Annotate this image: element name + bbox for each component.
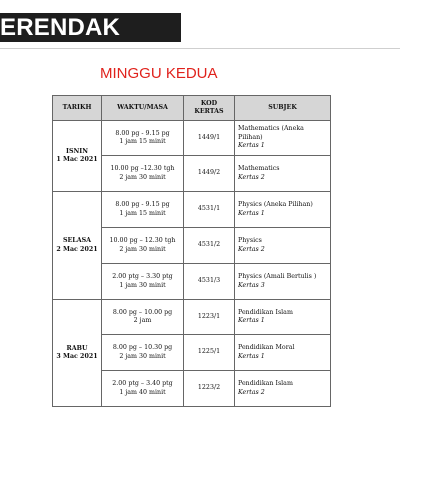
code-cell: 1223/2 [184, 371, 235, 407]
code-cell: 4531/1 [184, 192, 235, 228]
subject-name: Pendidikan Islam [238, 380, 293, 387]
duration: 2 jam [133, 317, 152, 324]
section-heading: MINGGU KEDUA [100, 65, 218, 82]
code-cell: 1225/1 [184, 335, 235, 371]
subject-name: Physics (Amali Bertulis ) [238, 273, 317, 280]
paper-name: Kertas 1 [238, 317, 265, 324]
title-banner [0, 13, 181, 42]
time-range: 8.00 pg - 9.15 pg [115, 129, 170, 137]
subject-cell [235, 371, 331, 407]
time-cell [102, 228, 184, 264]
banner-title: ERENDAK [0, 14, 121, 41]
subject-name: Mathematics [238, 165, 280, 172]
duration: 1 jam 15 minit [119, 138, 166, 145]
subject-name: Pendidikan Islam [238, 308, 293, 316]
day-date: 1 Mac 2021 [56, 156, 98, 163]
subject-cell [235, 228, 331, 264]
duration: 2 jam 30 minit [119, 173, 166, 181]
paper-name: Kertas 2 [238, 245, 265, 253]
time-range: 8.00 pg – 10.30 pg [112, 344, 173, 351]
code-cell: 1449/1 [184, 121, 235, 156]
day-name: RABU [66, 344, 88, 352]
day-name: SELASA [62, 237, 92, 244]
time-range: 10.00 pg – 12.30 tgh [109, 237, 176, 244]
time-cell [102, 371, 184, 407]
header-tarikh: TARIKH [53, 96, 102, 121]
time-range: 10.00 pg –12.30 tgh [110, 165, 175, 172]
paper-name: Kertas 2 [238, 173, 265, 181]
subject-name: Mathematics (Aneka Pilihan) [238, 125, 304, 141]
subject-cell [235, 335, 331, 371]
duration: 1 jam 15 minit [119, 209, 166, 217]
paper-name: Kertas 2 [238, 388, 265, 396]
header-kod: KOD KERTAS [184, 96, 235, 121]
paper-name: Kertas 1 [238, 352, 265, 360]
subject-cell [235, 300, 331, 335]
paper-name: Kertas 3 [238, 281, 265, 289]
duration: 2 jam 30 minit [119, 245, 166, 253]
paper-name: Kertas 1 [238, 209, 265, 217]
code-cell: 1449/2 [184, 156, 235, 192]
paper-name: Kertas 1 [238, 142, 265, 150]
day-name: ISNIN [66, 147, 88, 155]
code-cell: 4531/2 [184, 228, 235, 264]
table-row [53, 192, 331, 228]
time-range: 2.00 ptg – 3.40 ptg [112, 380, 173, 387]
table-row [53, 300, 331, 335]
exam-schedule-table [52, 95, 331, 407]
subject-name: Physics [238, 237, 262, 244]
subject-cell [235, 156, 331, 192]
time-range: 8.00 pg – 10.00 pg [112, 308, 173, 316]
day-cell [53, 121, 102, 192]
subject-cell [235, 192, 331, 228]
table-header-row [53, 96, 331, 121]
code-cell: 1223/1 [184, 300, 235, 335]
header-subjek: SUBJEK [235, 96, 331, 121]
time-cell [102, 264, 184, 300]
time-cell [102, 300, 184, 335]
code-cell: 4531/3 [184, 264, 235, 300]
time-range: 2.00 ptg – 3.30 ptg [112, 273, 173, 280]
time-cell [102, 192, 184, 228]
time-range: 8.00 pg - 9.15 pg [115, 201, 170, 208]
day-date: 3 Mac 2021 [56, 353, 98, 360]
subject-cell [235, 264, 331, 300]
subject-name: Physics (Aneka Pilihan) [238, 201, 313, 208]
subject-name: Pendidikan Moral [238, 344, 295, 351]
subject-cell [235, 121, 331, 156]
duration: 2 jam 30 minit [119, 352, 166, 360]
table-row [53, 121, 331, 156]
duration: 1 jam 40 minit [119, 388, 166, 396]
time-cell [102, 121, 184, 156]
divider [0, 48, 400, 49]
day-cell [53, 192, 102, 300]
time-cell [102, 335, 184, 371]
day-date: 2 Mac 2021 [56, 245, 98, 253]
day-cell [53, 300, 102, 407]
duration: 1 jam 30 minit [119, 281, 166, 289]
time-cell [102, 156, 184, 192]
header-waktu: WAKTU/MASA [102, 96, 184, 121]
